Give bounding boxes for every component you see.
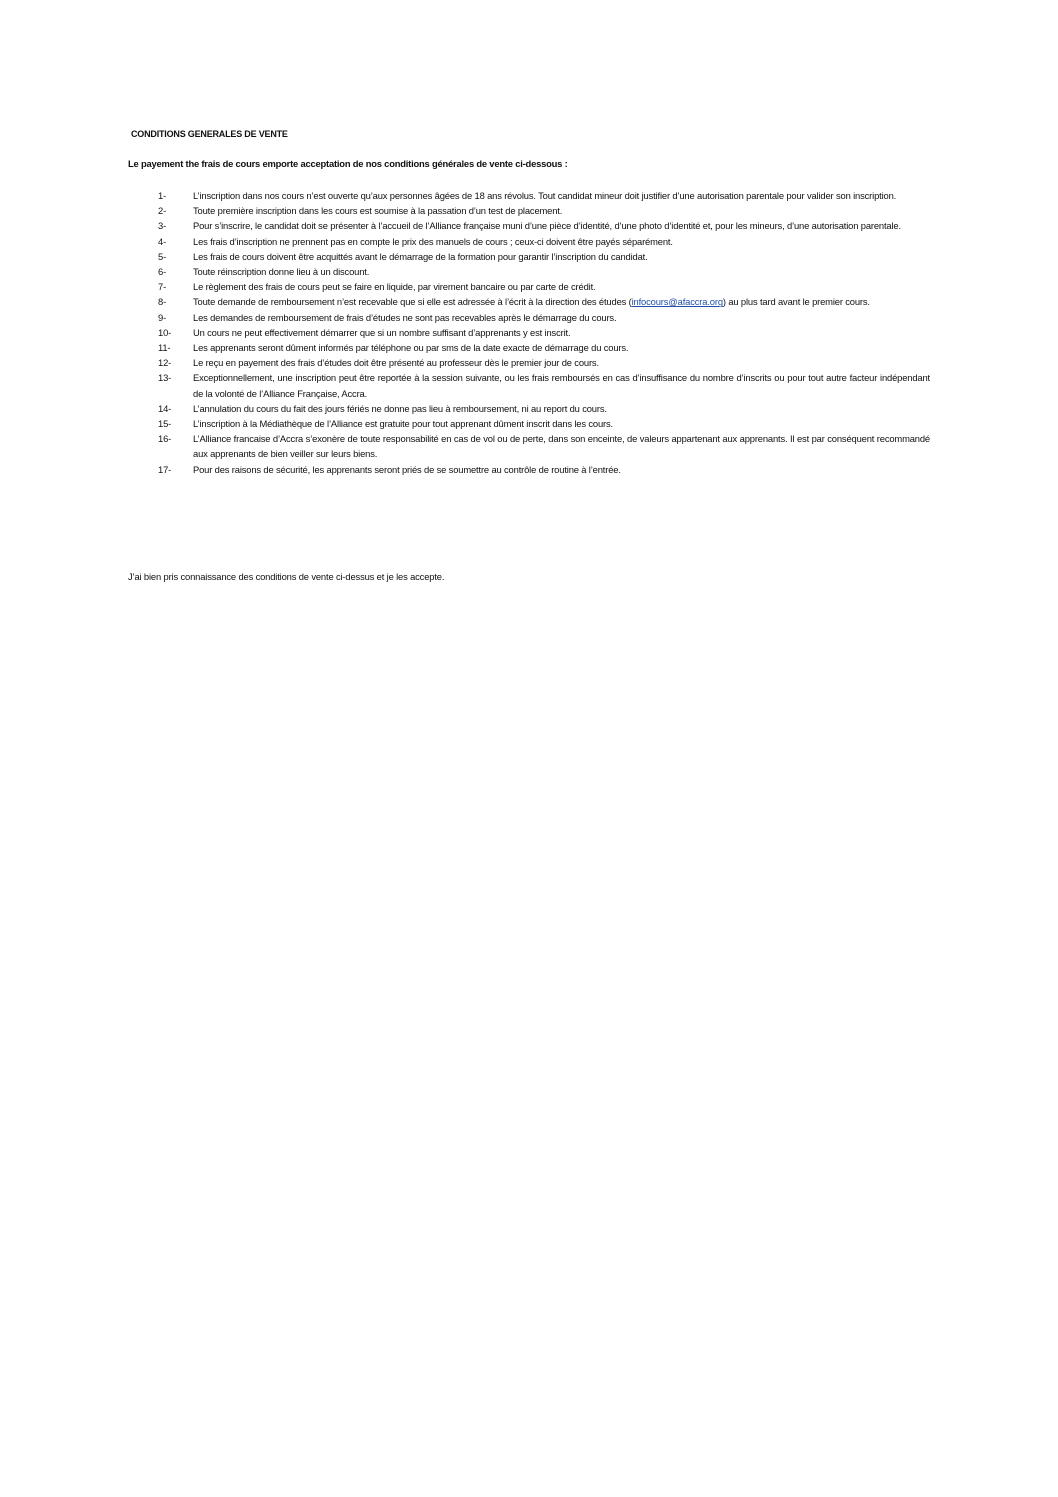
- condition-number: 6-: [158, 266, 167, 278]
- condition-number: 15-: [158, 418, 172, 430]
- condition-number: 16-: [158, 433, 172, 445]
- condition-text: Les frais de cours doivent être acquittés avant le démarrage de la formation pour garantir l’inscription du candidat.: [193, 250, 648, 262]
- condition-text: Un cours ne peut effectivement démarrer que si un nombre suffisant d’apprenants y est inscrit.: [193, 326, 571, 338]
- condition-item: [150, 401, 930, 416]
- condition-item: [150, 249, 930, 264]
- condition-item: [150, 294, 930, 309]
- condition-text: Le reçu en payement des frais d’études doit être présenté au professeur dès le premier jour de cours.: [193, 357, 599, 369]
- condition-number: 12-: [158, 357, 172, 369]
- condition-text: Exceptionnellement, une inscription peut être reportée à la session suivante, ou les frais remboursés en cas d’insuffisance du nombre d’inscrits ou pour tout autre facteur indépendant de la volonté de l’Alliance Française, Accra.: [193, 372, 930, 399]
- condition-item: [150, 355, 930, 370]
- acceptance-statement: J’ai bien pris connaissance des conditions de vente ci-dessus et je les accepte.: [128, 571, 445, 582]
- condition-number: 13-: [158, 372, 172, 384]
- condition-text: L’Alliance francaise d’Accra s’exonère de toute responsabilité en cas de vol ou de perte, dans son enceinte, de valeurs appartenant aux apprenants. Il est par conséquent recommandé aux apprenants de bien veiller sur leurs biens.: [193, 433, 930, 460]
- condition-number: 3-: [158, 220, 167, 232]
- condition-number: 1-: [158, 190, 167, 201]
- condition-text: L’annulation du cours du fait des jours fériés ne donne pas lieu à remboursement, ni au report du cours.: [193, 402, 607, 414]
- condition-item: [150, 264, 930, 279]
- condition-number: 5-: [158, 250, 167, 262]
- condition-text: Toute première inscription dans les cours est soumise à la passation d’un test de placement.: [193, 205, 563, 217]
- condition-number: 17-: [158, 463, 172, 475]
- condition-number: 10-: [158, 326, 172, 338]
- condition-number: 2-: [158, 205, 167, 217]
- condition-item: [150, 462, 930, 477]
- condition-item: [150, 325, 930, 340]
- condition-item: [150, 279, 930, 294]
- condition-number: 7-: [158, 281, 167, 293]
- condition-item: [150, 188, 930, 203]
- intro-text: Le payement the frais de cours emporte acceptation de nos conditions générales de vente ci-dessous :: [128, 158, 568, 169]
- condition-item: [150, 370, 930, 400]
- condition-text: L’inscription à la Médiathèque de l’Alliance est gratuite pour tout apprenant dûment inscrit dans les cours.: [193, 418, 613, 430]
- conditions-list: [150, 188, 930, 477]
- condition-text: [193, 294, 930, 309]
- condition-number: 11-: [158, 342, 171, 354]
- condition-text: Le règlement des frais de cours peut se faire en liquide, par virement bancaire ou par carte de crédit.: [193, 281, 596, 293]
- condition-text: Les frais d’inscription ne prennent pas en compte le prix des manuels de cours ; ceux-ci doivent être payés séparément.: [193, 235, 673, 247]
- condition-text: L’inscription dans nos cours n’est ouverte qu’aux personnes âgées de 18 ans révolus. Tout candidat mineur doit justifier d’une autorisation parentale pour valider son inscription.: [193, 190, 897, 201]
- condition-number: 4-: [158, 235, 167, 247]
- condition-item: [150, 203, 930, 218]
- condition-text: Les demandes de remboursement de frais d’études ne sont pas recevables après le démarrage du cours.: [193, 311, 617, 323]
- condition-item: [150, 218, 930, 233]
- condition-item: [150, 310, 930, 325]
- condition-text: Toute réinscription donne lieu à un discount.: [193, 266, 370, 278]
- condition-text: Pour s’inscrire, le candidat doit se présenter à l’accueil de l’Alliance française muni d’une pièce d’identité, d’une photo d’identité et, pour les mineurs, d’une autorisation parentale.: [193, 220, 901, 232]
- condition-text-after: ) au plus tard avant le premier cours.: [722, 296, 870, 308]
- condition-text-before: Toute demande de remboursement n’est recevable que si elle est adressée à l’écrit à la direction des études (: [193, 296, 632, 308]
- condition-text: Pour des raisons de sécurité, les apprenants seront priés de se soumettre au contrôle de routine à l’entrée.: [193, 463, 621, 475]
- condition-item: [150, 340, 930, 355]
- condition-number: 14-: [158, 402, 172, 414]
- email-link[interactable]: infocours@afaccra.org: [631, 296, 723, 308]
- condition-number: 8-: [158, 296, 167, 308]
- condition-item: [150, 234, 930, 249]
- condition-item: [150, 416, 930, 431]
- condition-number: 9-: [158, 311, 167, 323]
- condition-text: Les apprenants seront dûment informés par téléphone ou par sms de la date exacte de démarrage du cours.: [193, 342, 629, 354]
- document-title: CONDITIONS GENERALES DE VENTE: [131, 129, 288, 139]
- condition-item: [150, 431, 930, 461]
